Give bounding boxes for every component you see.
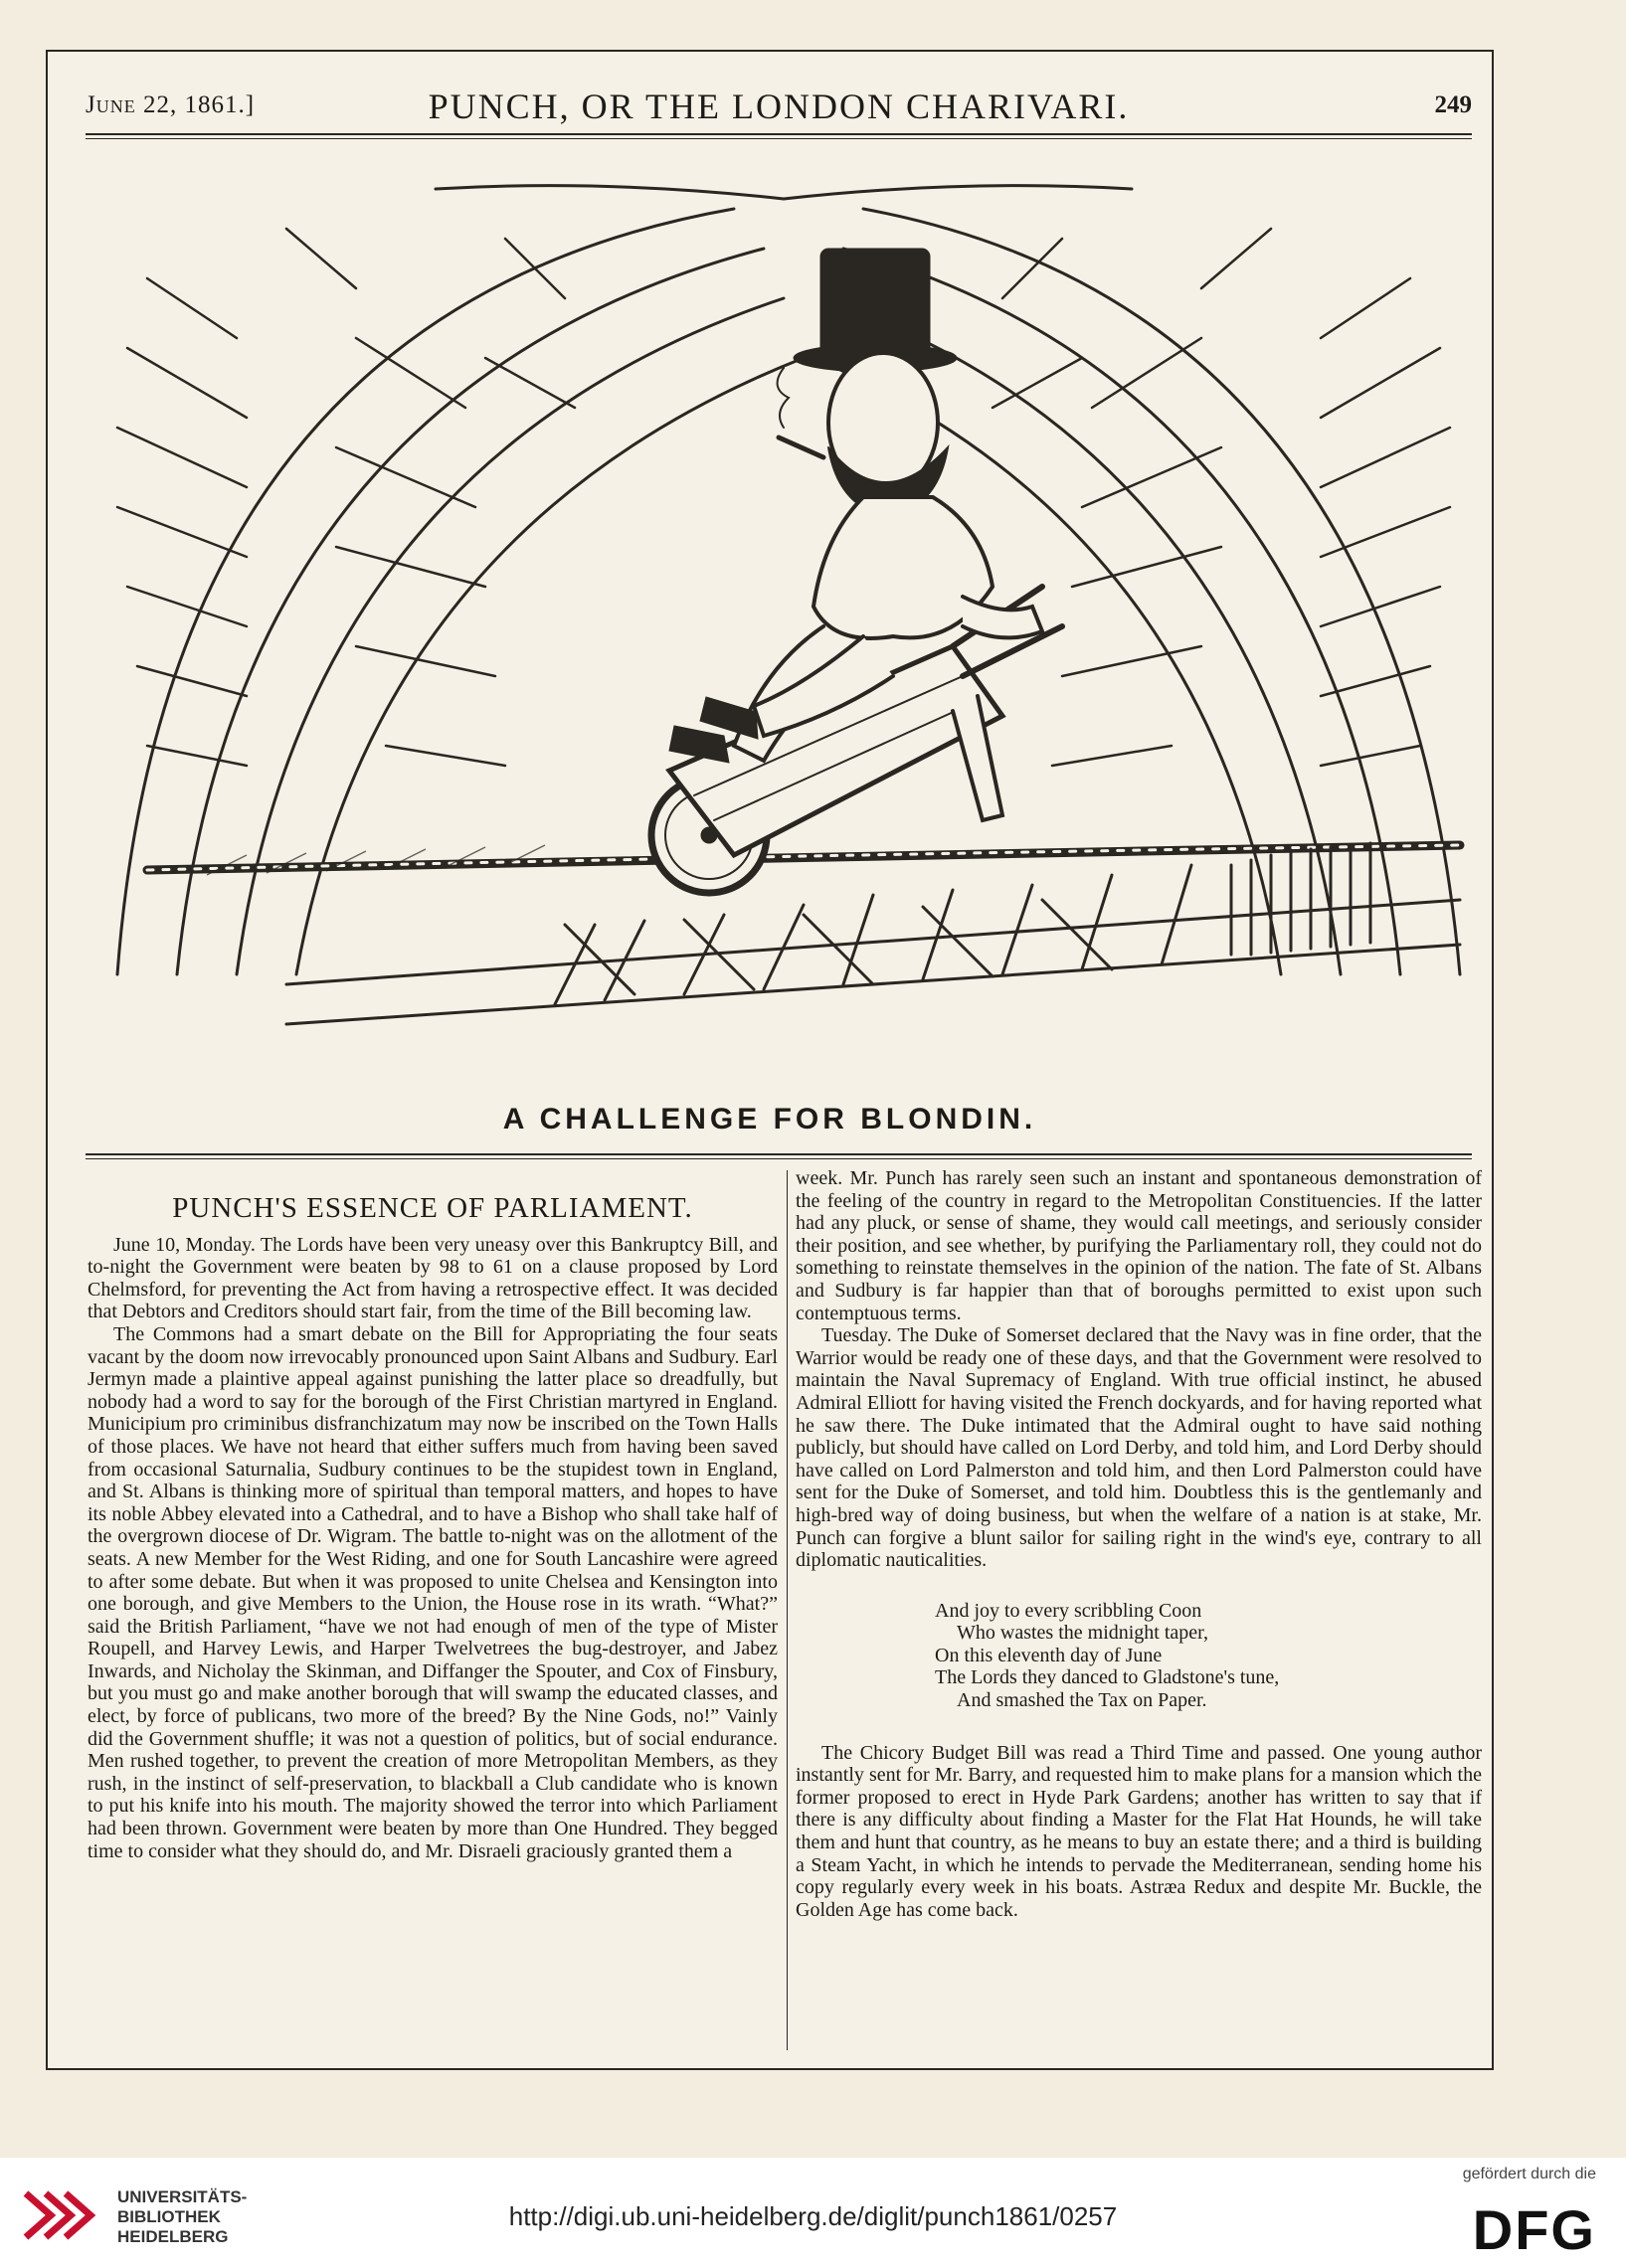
section-rule	[86, 1153, 1472, 1155]
paragraph: week. Mr. Punch has rarely seen such an instant and spontaneous demonstration of the feeling of the country in regard to the Metropolitan Constituencies. If the latter had any pluck, or sense of shame, they would call meetings, and seriously consider their position, and see whether, by purifying the Parliamentary roll, they could not do something to reinstate themselves in the opinion of the nation. The fate of St. Albans and Sudbury is far happier than that of boroughs permitted to exist upon such contemptuous terms.	[796, 1167, 1482, 1324]
poem-line: On this eleventh day of June	[935, 1644, 1163, 1666]
right-column	[796, 1167, 1482, 1921]
illustration-caption: A CHALLENGE FOR BLONDIN.	[502, 1103, 1037, 1135]
header-rule-thin	[86, 138, 1472, 139]
funded-by-label: gefördert durch die	[1462, 2166, 1596, 2182]
dfg-logo: DFG	[1472, 2198, 1596, 2261]
cartoon-illustration	[88, 159, 1480, 1153]
section-rule-thin	[86, 1158, 1472, 1159]
paragraph: Tuesday. The Duke of Somerset declared that the Navy was in fine order, that the Warrior would be ready one of these days, and that the Government were resolved to maintain the Naval Supremacy of England. With true official instinct, he abused Admiral Elliott for having visited the French dockyards, and for having reported what he saw there. The Duke intimated that the Admiral ought to have said nothing publicly, but should have called on Lord Derby, and told him, and Lord Derby should have called on Lord Palmerston and told him, and then Lord Palmerston could have sent for the Duke of Somerset, and told him. Doubtless this is the gentlemanly and high-bred way of doing business, but when the welfare of a nation is at stake, Mr. Punch can forgive a blunt sailor for sailing right in the wind's eye, contrary to all diplomatic nauticalities.	[796, 1324, 1482, 1572]
left-column	[88, 1167, 778, 1862]
scanned-page	[46, 50, 1494, 2070]
paragraph: The Chicory Budget Bill was read a Third Time and passed. One young author instantly sent for Mr. Barry, and requested him to make plans for a mansion which the former proposed to erect in Hyde Park Gardens; another has written to say that if there is any difficulty about finding a Master for the Flat Hat Hounds, he will take them and hunt that country, as he means to buy an estate there; and a third is building a Steam Yacht, in which he intends to pervade the Mediterranean, sending home his copy regularly every week in his boats. Astræa Redux and despite Mr. Buckle, the Golden Age has come back.	[796, 1741, 1482, 1921]
scaffolding	[286, 843, 1460, 1024]
figure-in-top-hat	[669, 249, 1042, 763]
issue-date: June 22, 1861.]	[86, 91, 256, 118]
header-rule	[86, 133, 1472, 135]
library-line: HEIDELBERG	[117, 2227, 229, 2246]
poem-line: Who wastes the midnight taper,	[957, 1622, 1209, 1645]
periodical-title: PUNCH, OR THE LONDON CHARIVARI.	[428, 87, 1130, 126]
column-divider	[787, 1170, 788, 2050]
library-line: UNIVERSITÄTS-	[117, 2187, 248, 2206]
poem-line: The Lords they danced to Gladstone's tune,	[935, 1666, 1280, 1689]
page-header	[86, 82, 1472, 126]
article-title: PUNCH'S ESSENCE OF PARLIAMENT.	[172, 1192, 693, 1224]
paragraph: The Commons had a smart debate on the Bill for Appropriating the four seats vacant by the doom now irrevocably pronounced upon Saint Albans and Sudbury. Earl Jermyn made a plaintive appeal against punishing the latter place so dreadfully, but nobody had a word to say for the borough of the First Christian martyred in England. Municipium pro criminibus disfranchizatum may now be inscribed on the Town Halls of those places. We have not heard that either suffers much from having been saved from occasional Saturnalia, Sudbury continues to be the stupidest town in England, and St. Albans is thinking more of spiritual than temporal matters, and hopes to have its noble Abbey elevated into a Cathedral, and to have a Bishop who shall take half of the overgrown diocese of Dr. Wigram. The battle to-night was on the allotment of the seats. A new Member for the West Riding, and one for South Lancashire were agreed to after some debate. But when it was proposed to unite Chelsea and Kensington into one borough, and give Members to the Union, the House rose in its wrath. “What?” said the British Parliament, “have we not had enough of men of the type of Mister Roupell, and Harvey Lewis, and Harper Twelvetrees the bug-destroyer, and Jabez Inwards, and Nicholay the Skinman, and Diffanger the Spouter, and Cox of Finsbury, but you must go and make another borough that will swamp the educated classes, and elect, by force of publicans, two more of the breed? By the Nine Gods, no!” Vainly did the Government shuffle; it was not a question of politics, but of social endurance. Men rushed together, to prevent the creation of more Metropolitan Members, as they rush, in the instinct of self-preservation, to blackball a Club candidate who is known to put his knife into his mouth. The majority showed the terror into which Parliament had been thrown. Government were beaten by more than One Hundred. They begged time to consider what they should do, and Mr. Disraeli graciously granted them a	[88, 1322, 778, 1862]
poem	[796, 1600, 1482, 1712]
poem-line: And smashed the Tax on Paper.	[957, 1689, 1207, 1712]
page-number: 249	[1434, 91, 1472, 118]
digitization-footer	[0, 2158, 1626, 2268]
source-url-link[interactable]: http://digi.ub.uni-heidelberg.de/diglit/punch1861/0257	[508, 2201, 1118, 2231]
library-line: BIBLIOTHEK	[117, 2207, 221, 2226]
paragraph: June 10, Monday. The Lords have been very uneasy over this Bankruptcy Bill, and to-night the Government were beaten by 98 to 61 on a clause proposed by Lord Chelmsford, for preventing the Act from having a retrospective effect. It was decided that Debtors and Creditors should start fair, from the time of the Bill becoming law.	[88, 1233, 778, 1323]
poem-line: And joy to every scribbling Coon	[935, 1599, 1202, 1622]
